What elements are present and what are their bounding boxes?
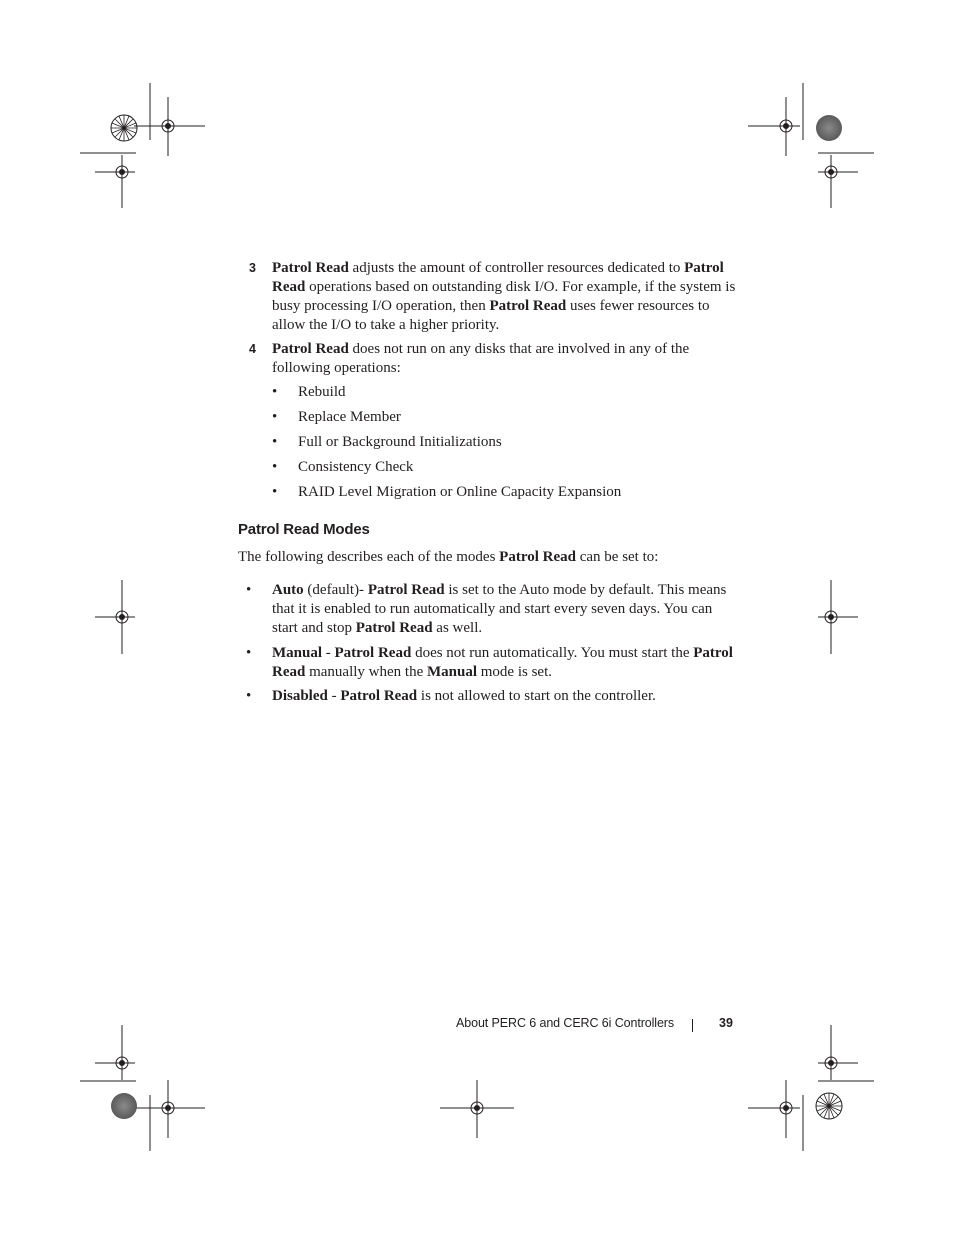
bullet: • xyxy=(272,484,278,500)
bold-term: Disabled xyxy=(272,688,328,704)
bold-term: Patrol Read xyxy=(272,645,733,680)
text-run: uses fewer resources to allow the I/O to take a higher priority. xyxy=(272,298,710,333)
bullet: • xyxy=(272,459,278,475)
text-run: is set to the Auto mode by default. This means that it is enabled to run automatically and start every seven days. You can start and stop xyxy=(272,582,727,636)
section-heading: Patrol Read Modes xyxy=(238,521,370,538)
page-number: 39 xyxy=(719,1016,733,1030)
step-text xyxy=(272,259,739,335)
step-number: 3 xyxy=(249,261,256,275)
text-run: adjusts the amount of controller resources dedicated to xyxy=(348,260,685,276)
bullet: • xyxy=(246,688,252,704)
text-run: can be set to: xyxy=(575,549,659,565)
bold-term: Patrol Read xyxy=(355,620,433,636)
text-run: - xyxy=(322,645,335,661)
mode-item-auto xyxy=(246,581,741,638)
footer-chapter-title: About PERC 6 and CERC 6i Controllers xyxy=(456,1016,675,1030)
list-item-label: Replace Member xyxy=(298,409,401,425)
bold-term: Patrol Read xyxy=(367,582,445,598)
list-item-label: RAID Level Migration or Online Capacity Expansion xyxy=(298,484,622,500)
text-run: is not allowed to start on the controller. xyxy=(417,688,656,704)
starburst-mark-bottom-right xyxy=(816,1093,842,1119)
bullet: • xyxy=(272,434,278,450)
mode-item-disabled xyxy=(246,687,741,706)
text-run: manually when the xyxy=(305,664,427,680)
text-run: operations based on outstanding disk I/O. For example, if the system is busy processing I/O operation, then xyxy=(272,279,736,314)
bold-term: Patrol Read xyxy=(272,260,724,295)
starburst-mark-top-left xyxy=(111,115,137,141)
step-4 xyxy=(249,340,739,378)
bold-term: Patrol Read xyxy=(334,645,412,661)
mode-text xyxy=(272,644,741,682)
bold-term: Manual xyxy=(426,664,477,680)
intro-paragraph xyxy=(238,548,658,567)
bold-term: Manual xyxy=(272,645,323,661)
bullet: • xyxy=(246,645,252,661)
bold-term: Auto xyxy=(272,582,304,598)
text-run: does not run on any disks that are involved in any of the following operations: xyxy=(272,341,690,376)
mode-text xyxy=(272,581,741,638)
text-run: (default)- xyxy=(303,582,368,598)
list-item-label: Consistency Check xyxy=(298,459,414,475)
list-item-label: Full or Background Initializations xyxy=(298,434,502,450)
bold-term: Patrol Read xyxy=(272,260,349,276)
text-run: - xyxy=(327,688,341,704)
text-run: as well. xyxy=(432,620,483,636)
text-run: does not run automatically. You must start the xyxy=(411,645,694,661)
mode-item-manual xyxy=(246,644,741,682)
bold-term: Patrol Read xyxy=(340,688,418,704)
list-item-label: Rebuild xyxy=(298,384,346,400)
bold-term: Patrol Read xyxy=(272,341,349,357)
bullet: • xyxy=(272,384,278,400)
step-number: 4 xyxy=(249,342,256,356)
bullet: • xyxy=(272,409,278,425)
grey-density-mark-bottom-left xyxy=(111,1093,137,1119)
text-run: The following describes each of the modes xyxy=(238,549,500,565)
footer-separator xyxy=(692,1019,693,1032)
bold-term: Patrol Read xyxy=(489,298,567,314)
bold-term: Patrol Read xyxy=(499,549,576,565)
text-run: mode is set. xyxy=(477,664,552,680)
step-text xyxy=(272,340,739,378)
grey-density-mark-top-right xyxy=(816,115,842,141)
mode-text xyxy=(272,687,741,706)
bullet: • xyxy=(246,582,252,598)
step-3 xyxy=(249,259,739,335)
